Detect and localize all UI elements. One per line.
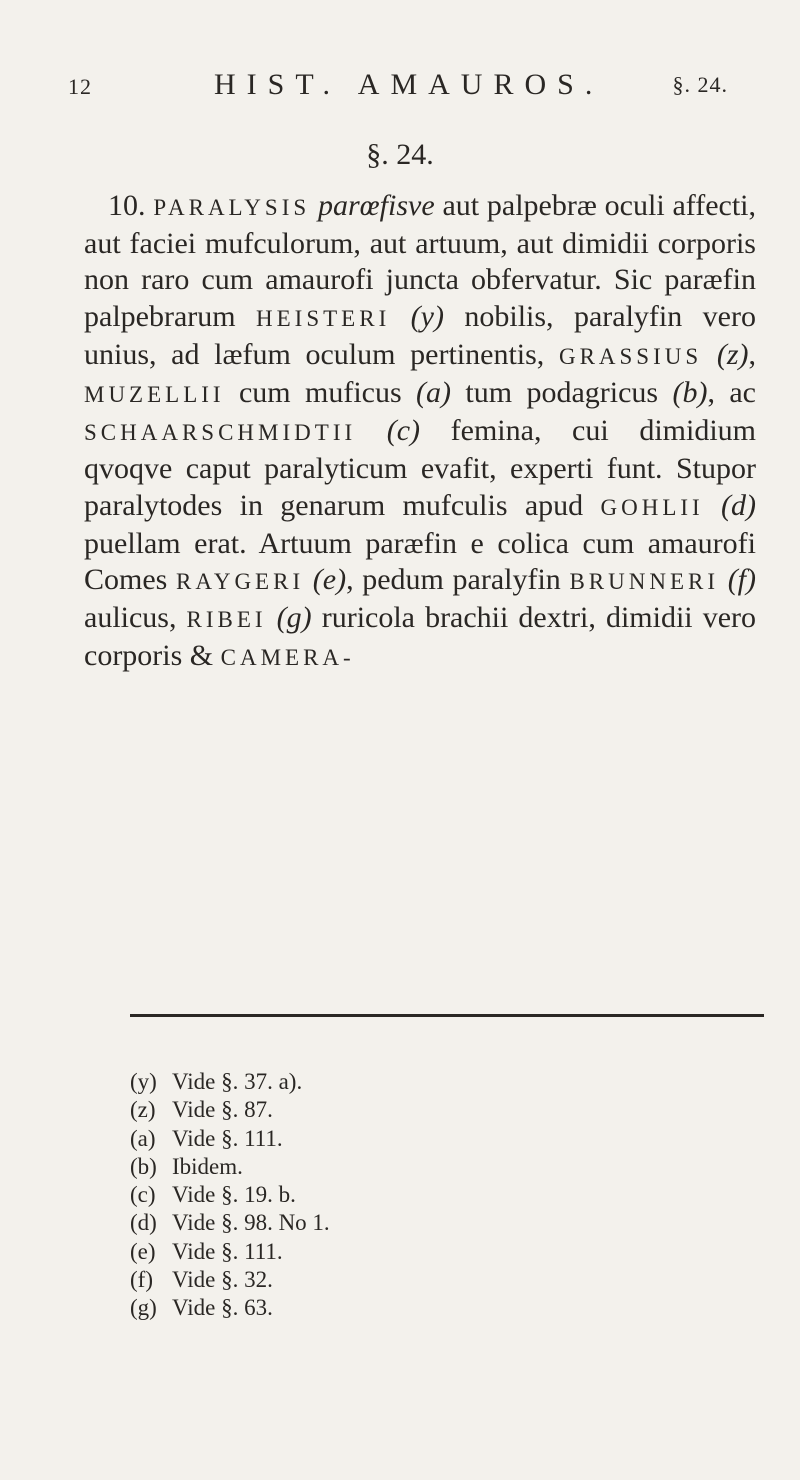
text-run: tum podagricus [451,376,673,410]
author-name: MUZELLII [84,382,225,408]
footnote-text: Vide §. 111. [172,1125,283,1151]
footnote [130,1125,690,1153]
footnote-mark: (e) [130,1238,156,1264]
footnote-text: Vide §. 37. a). [172,1069,303,1094]
text-run: ruricola brachii dextri, dimidii vero corporis & [84,601,756,673]
footnote-mark: (f) [130,1267,153,1293]
footnote-text: Vide §. 19. b. [172,1182,296,1208]
paragraph-text [84,188,756,677]
author-name: GOHLII [600,494,704,520]
footnote-ref: (f) [727,563,757,597]
text-run: puellam erat. Artuum paræfin e colica cum amaurofi Comes [84,526,756,597]
footnote-text: Vide §. 111. [172,1238,283,1264]
footnote [130,1238,690,1266]
text-run: , pedum paralyfin [346,563,570,597]
term-paraesis: parœfisve [317,189,435,222]
text-run: aut palpebræ oculi affecti, aut faciei mufculorum, aut artuum, aut dimidii corporis non raro cum amaurofi juncta obfervatur. Sic paræfin palpebrarum [84,189,757,333]
text-run: , ac [707,376,756,410]
text-run: aulicus, [84,601,187,635]
footnote-ref: (a) [416,376,452,410]
footnote [130,1294,690,1322]
footnote-text: Vide §. 98. No 1. [172,1210,330,1236]
author-name: RAYGERI [176,569,305,595]
footnote-ref: (d) [721,488,757,522]
author-name: BRUNNERI [569,569,720,595]
footnote-text: Vide §. 87. [172,1097,273,1123]
footnote [130,1209,690,1237]
running-section: §. 24. [672,72,728,97]
text-run: femina, cui dimidium qvoqve caput paralyticum evafit, experti funt. Stupor paralytodes in genarum mufculis apud [84,414,756,522]
footnote-mark: (g) [130,1295,157,1321]
footnote-mark: (c) [130,1182,156,1208]
text-run: cum muficus [224,376,417,410]
footnote [130,1068,690,1096]
author-name: GRASSIUS [558,343,703,369]
footnote-mark: (y) [130,1069,157,1094]
author-name: CAMERA- [220,645,355,671]
footnote-text: Ibidem. [172,1153,243,1179]
running-head [68,68,728,108]
footnote-ref: (e) [312,563,347,597]
footnote-divider [130,1014,764,1017]
term-paralysis: PARALYSIS [153,195,311,220]
footnotes [130,1068,690,1323]
text-run: , [748,337,756,371]
author-name: HEISTERI [256,305,391,331]
footnote-ref: (z) [716,337,749,371]
footnote-ref: (y) [410,299,444,333]
author-name: SCHAARSCHMIDTII [84,420,357,446]
footnote-mark: (d) [130,1210,157,1236]
footnote-text: Vide §. 63. [172,1295,273,1321]
footnote-ref: (g) [276,601,312,635]
paragraph-number: 10. [108,189,146,222]
footnote-ref: (b) [672,376,708,410]
section-heading: §. 24. [366,138,434,171]
main-paragraph [84,188,756,677]
footnote-ref: (c) [386,414,421,448]
footnote-mark: (z) [130,1097,156,1123]
text-run: nobilis, paralyfin vero unius, ad læfum oculum pertinentis, [84,299,756,371]
footnote [130,1096,690,1124]
footnote-text: Vide §. 32. [172,1267,273,1293]
running-title: HIST. AMAUROS. [214,68,604,101]
footnote [130,1266,690,1294]
footnote-mark: (a) [130,1125,156,1151]
footnote [130,1181,690,1209]
author-name: RIBEI [186,607,267,633]
footnote-mark: (b) [130,1153,157,1179]
page-number: 12 [68,74,92,99]
footnote [130,1153,690,1181]
